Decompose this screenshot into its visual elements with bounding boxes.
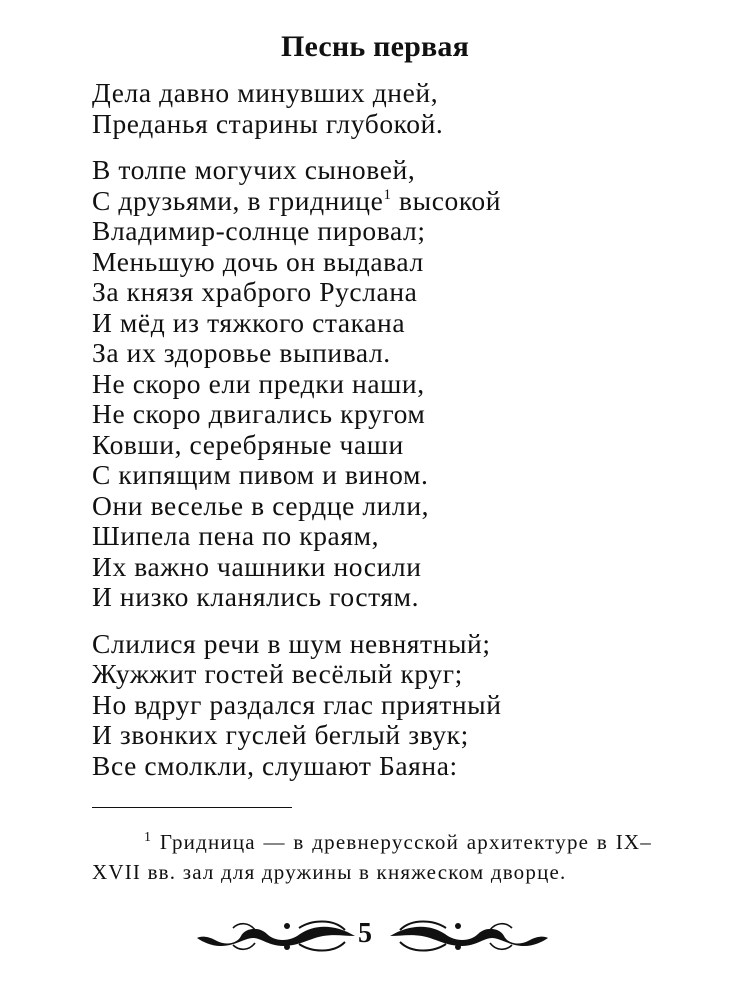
page-number: 5 [358,918,372,949]
poem-line: Слилися речи в шум невнятный; [92,627,491,659]
poem-line: Дела давно минувших дней, [92,77,439,108]
footnote-divider [92,807,292,808]
stanza-2 [92,155,692,613]
poem-line: Преданья старины глубокой. [92,107,444,139]
poem-text [92,78,692,797]
footnote-reference: 1 [383,186,392,203]
poem-line-with-footnote [92,186,692,217]
poem-line-text: С друзьями, в гриднице [92,184,384,216]
poem-line: Владимир-солнце пировал; [92,215,426,246]
poem-line: И звонких гуслей беглый звук; [92,719,469,750]
stanza-1 [92,78,692,139]
poem-line: За князя храброго Руслана [92,276,418,307]
footnote-marker: 1 [144,830,153,845]
ornament-right-icon [385,916,550,956]
poem-line: Но вдруг раздался глас приятный [92,688,502,720]
poem-line: Жужжит гостей весёлый круг; [92,658,463,689]
poem-line-text-tail: высокой [399,184,502,216]
chapter-title: Песнь первая [280,30,470,63]
poem-line: Шипела пена по краям, [92,520,380,551]
poem-line: Не скоро ели предки наши, [92,367,425,399]
footnote [92,827,652,887]
poem-line: Все смолкли, слушают Баяна: [92,749,458,781]
poem-line: И низко кланялись гостям. [92,581,420,612]
poem-line: Их важно чашники носили [92,550,422,582]
poem-line: Они веселье в сердце лили, [92,489,430,521]
stanza-3 [92,629,692,782]
poem-line: Ковши, серебряные чаши [92,428,404,460]
poem-line: Меньшую дочь он выдавал [92,245,424,277]
poem-line: В толпе могучих сыновей, [92,154,416,185]
footnote-text: Гридница — в древнерусской архитектуре в IX–XVII вв. зал для дружины в княжеском дворце. [92,830,652,884]
poem-line: Не скоро двигались кругом [92,398,426,429]
ornament-left-icon [195,916,360,956]
poem-line: С кипящим пивом и вином. [92,459,429,490]
poem-line: За их здоровье выпивал. [92,337,391,368]
poem-line: И мёд из тяжкого стакана [92,306,406,338]
footnote-body [92,827,652,887]
